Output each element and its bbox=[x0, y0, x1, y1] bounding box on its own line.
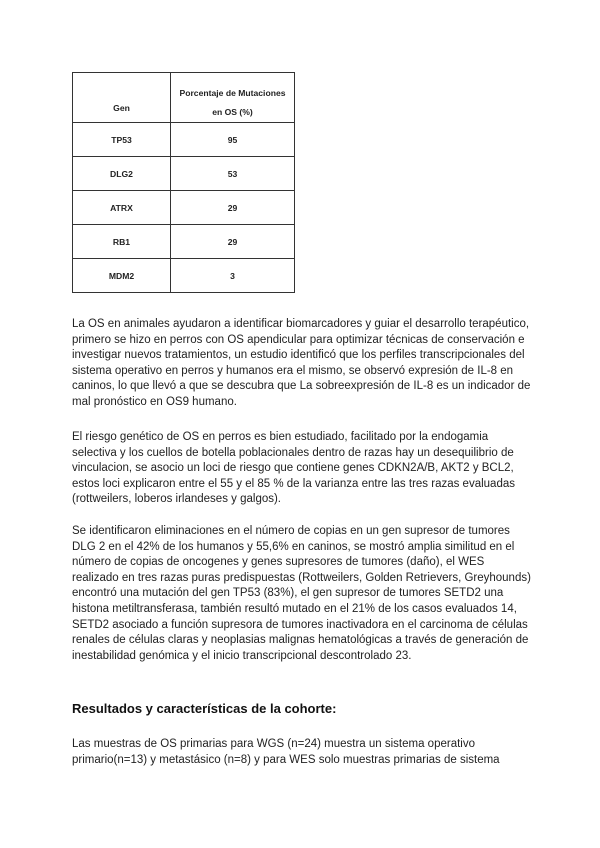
header-gene: Gen bbox=[73, 73, 171, 123]
table-row bbox=[73, 157, 295, 191]
section-heading: Resultados y características de la cohorte: bbox=[72, 701, 337, 716]
percentage-cell: 29 bbox=[171, 191, 295, 225]
percentage-cell: 3 bbox=[171, 259, 295, 293]
table-row bbox=[73, 259, 295, 293]
header-percentage-line2: en OS (%) bbox=[212, 107, 253, 117]
paragraph-genetic-risk: El riesgo genético de OS en perros es bien estudiado, facilitado por la endogamia selectiva y los cuellos de botella poblacionales dentro de razas hay un desequilibrio de vinculacion, se asocio un loci de riesgo que contiene genes CDKN2A/B, AKT2 y BCL2, estos loci explicaron entre el 55 y el 85 % de la varianza entre las tres razas evaluadas (rottweilers, loberos irlandeses y galgos). bbox=[72, 431, 515, 506]
gene-cell: MDM2 bbox=[73, 259, 171, 293]
table-row bbox=[73, 225, 295, 259]
gene-cell: ATRX bbox=[73, 191, 171, 225]
header-percentage-line1: Porcentaje de Mutaciones bbox=[179, 88, 286, 98]
mutation-table bbox=[72, 72, 295, 293]
paragraph-animal-models: La OS en animales ayudaron a identificar biomarcadores y guiar el desarrollo terapéutico, primero se hizo en perros con OS apendicular para optimizar técnicas de conservación e investigar nuevos tratamientos, un estudio identificó que los perfiles transcripcionales del sistema operativo en perros y humanos era el mismo, se observó expresión de IL-8 en caninos, lo que llevó a que se descubra que La sobreexpresión de IL-8 es un indicador de mal pronóstico en OS9 humano. bbox=[72, 318, 531, 408]
header-percentage bbox=[171, 73, 295, 123]
paragraph-copy-number: Se identificaron eliminaciones en el número de copias en un gen supresor de tumores DLG 2 en el 42% de los humanos y 55,6% en caninos, se mostró amplia similitud en el número de copias de oncogenes y genes supresores de tumores (daño), el WES realizado en tres razas puras predispuestas (Rottweilers, Golden Retrievers, Greyhounds) encontró una mutación del gen TP53 (83%), el gen supresor de tumores SETD2 una histona metiltransferasa, también resultó mutado en el 21% de los casos evaluados 14, SETD2 asociado a función supresora de tumores inactivadora en el carcinoma de células renales de células claras y neoplasias malignas hematológicas a través de generación de inestabilidad genómica y el inicio transcripcional descontrolado 23. bbox=[72, 525, 531, 662]
percentage-cell: 29 bbox=[171, 225, 295, 259]
gene-cell: RB1 bbox=[73, 225, 171, 259]
table-row bbox=[73, 191, 295, 225]
gene-cell: TP53 bbox=[73, 123, 171, 157]
percentage-cell: 53 bbox=[171, 157, 295, 191]
gene-cell: DLG2 bbox=[73, 157, 171, 191]
paragraph-cohort: Las muestras de OS primarias para WGS (n=24) muestra un sistema operativo primario(n=13) y metastásico (n=8) y para WES solo muestras primarias de sistema bbox=[72, 738, 500, 766]
table-header-row bbox=[73, 73, 295, 123]
percentage-cell: 95 bbox=[171, 123, 295, 157]
table-row bbox=[73, 123, 295, 157]
